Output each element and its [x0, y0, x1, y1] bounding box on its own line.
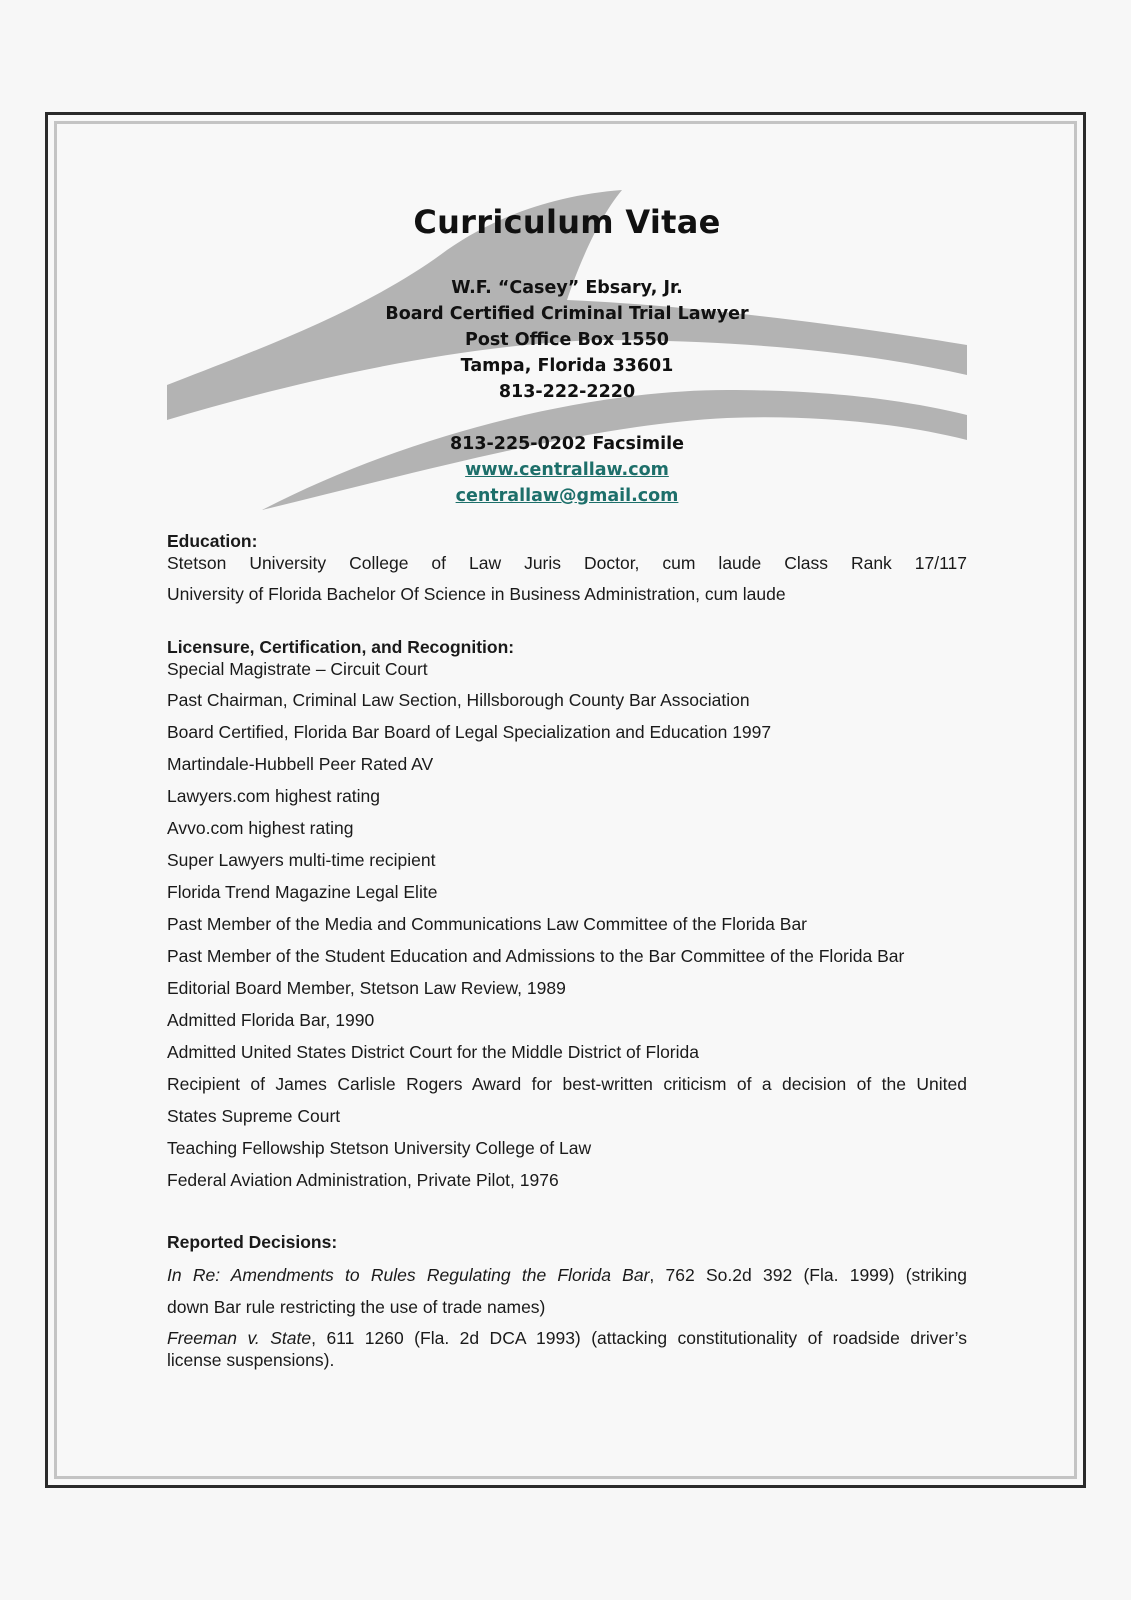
decision-citation: , 762 So.2d 392 (Fla. 1999) (striking: [649, 1265, 967, 1285]
licensure-item: Recipient of James Carlisle Rogers Award for best-written criticism of a decision of the United: [167, 1074, 967, 1094]
licensure-item: Federal Aviation Administration, Private Pilot, 1976: [167, 1170, 559, 1190]
licensure-item: Teaching Fellowship Stetson University College of Law: [167, 1138, 592, 1158]
licensure-item: Florida Trend Magazine Legal Elite: [167, 882, 438, 902]
licensure-item: Lawyers.com highest rating: [167, 786, 381, 806]
licensure-item: Past Chairman, Criminal Law Section, Hillsborough County Bar Association: [167, 690, 750, 710]
licensure-item: Super Lawyers multi-time recipient: [167, 850, 436, 870]
decision-entry-line: license suspensions).: [167, 1350, 335, 1370]
education-heading: Education:: [167, 531, 258, 551]
contact-website[interactable]: [167, 460, 967, 480]
licensure-item: States Supreme Court: [167, 1106, 341, 1126]
licensure-item: Past Member of the Student Education and Admissions to the Bar Committee of the Florida Bar: [167, 946, 905, 966]
licensure-item: Board Certified, Florida Bar Board of Legal Specialization and Education 1997: [167, 722, 772, 742]
decisions-heading: Reported Decisions:: [167, 1232, 338, 1252]
education-item: University of Florida Bachelor Of Science in Business Administration, cum laude: [167, 584, 786, 604]
decision-entry-line: [167, 1327, 967, 1349]
licensure-item: Martindale-Hubbell Peer Rated AV: [167, 754, 434, 774]
contact-email[interactable]: [167, 486, 967, 506]
education-item: Stetson University College of Law Juris Doctor, cum laude Class Rank 17/117: [167, 553, 967, 573]
document-title: Curriculum Vitae: [413, 203, 721, 241]
decision-citation: , 611 1260 (Fla. 2d DCA 1993) (attacking constitutionality of roadside driver’s: [311, 1328, 967, 1348]
contact-address-line1: Post Office Box 1550: [465, 330, 669, 350]
contact-name: W.F. “Casey” Ebsary, Jr.: [451, 278, 683, 298]
contact-address-line2: Tampa, Florida 33601: [460, 356, 674, 376]
decision-case-name: In Re: Amendments to Rules Regulating the Florida Bar: [167, 1265, 650, 1285]
contact-fax: 813-225-0202 Facsimile: [449, 434, 684, 454]
contact-profession: Board Certified Criminal Trial Lawyer: [385, 304, 749, 324]
licensure-item: Admitted Florida Bar, 1990: [167, 1010, 375, 1030]
website-link[interactable]: www.centrallaw.com: [465, 460, 669, 480]
licensure-item: Past Member of the Media and Communications Law Committee of the Florida Bar: [167, 914, 808, 934]
licensure-heading: Licensure, Certification, and Recognition:: [167, 637, 515, 657]
licensure-item: Special Magistrate – Circuit Court: [167, 659, 428, 679]
licensure-item: Avvo.com highest rating: [167, 818, 354, 838]
licensure-item: Editorial Board Member, Stetson Law Review, 1989: [167, 978, 566, 998]
decision-entry-line: down Bar rule restricting the use of trade names): [167, 1297, 546, 1317]
licensure-item: Admitted United States District Court for the Middle District of Florida: [167, 1042, 699, 1062]
decisions-section: [167, 1231, 967, 1371]
decision-case-name: Freeman v. State: [167, 1328, 312, 1348]
education-section: [167, 530, 967, 610]
decision-entry-line: [167, 1259, 967, 1291]
licensure-section: [167, 636, 967, 1196]
email-link[interactable]: centrallaw@gmail.com: [455, 486, 679, 506]
contact-phone: 813-222-2220: [498, 382, 636, 402]
